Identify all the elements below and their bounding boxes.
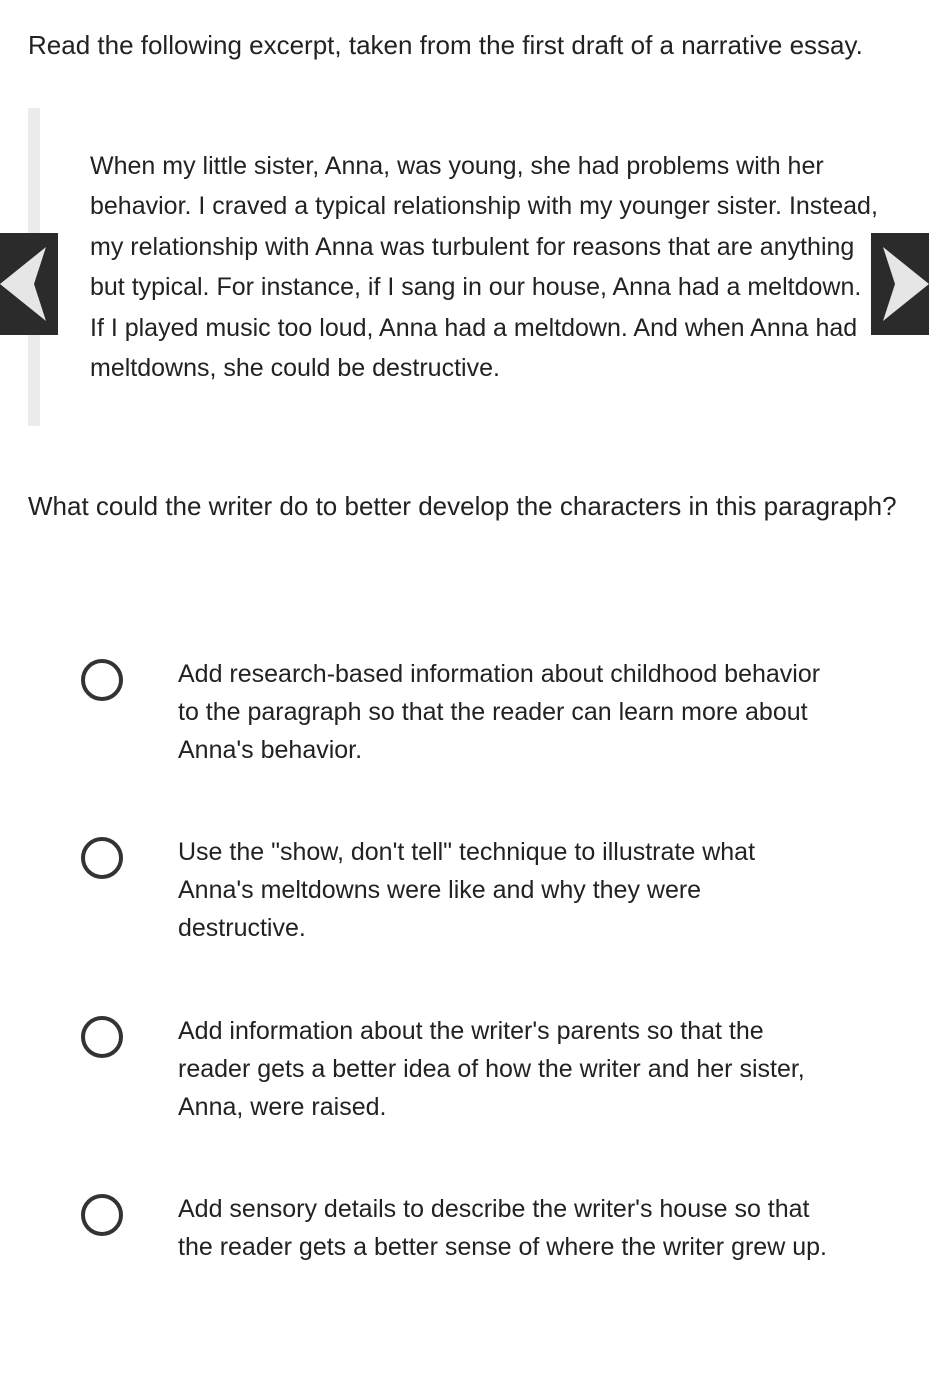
answer-choice-text: Add information about the writer's parents so that the reader gets a better idea of how the writer and her sister, Anna, were raised. bbox=[178, 1017, 805, 1121]
answer-choice-4[interactable] bbox=[78, 1191, 838, 1321]
answer-choice-text: Use the "show, don't tell" technique to illustrate what Anna's meltdowns were like and why they were destructive. bbox=[178, 838, 756, 942]
previous-button[interactable] bbox=[0, 233, 58, 335]
answer-choice-text: Add research-based information about childhood behavior to the paragraph so that the reader can learn more about Anna's behavior. bbox=[178, 660, 821, 764]
left-arrow-icon bbox=[0, 233, 58, 335]
answer-choice-2[interactable] bbox=[78, 834, 838, 964]
radio-circle-icon[interactable] bbox=[81, 1016, 123, 1058]
answer-choice-text: Add sensory details to describe the writer's house so that the reader gets a better sense of where the writer grew up. bbox=[178, 1195, 827, 1261]
radio-circle-icon[interactable] bbox=[81, 837, 123, 879]
instruction-text: Read the following excerpt, taken from the first draft of a narrative essay. bbox=[28, 30, 863, 60]
answer-choice-3[interactable] bbox=[78, 1013, 838, 1143]
question-text: What could the writer do to better develop the characters in this paragraph? bbox=[28, 491, 897, 521]
right-arrow-icon bbox=[871, 233, 929, 335]
answer-choice-1[interactable] bbox=[78, 656, 838, 786]
radio-circle-icon[interactable] bbox=[81, 659, 123, 701]
next-button[interactable] bbox=[871, 233, 929, 335]
excerpt-paragraph: When my little sister, Anna, was young, she had problems with her behavior. I craved a typical relationship with my younger sister. Instead, my relationship with Anna was turbulent for reasons that are anything but typical. For instance, if I sang in our house, Anna had a meltdown. If I played music too loud, Anna had a meltdown. And when Anna had meltdowns, she could be destructive. bbox=[90, 152, 878, 383]
radio-circle-icon[interactable] bbox=[81, 1194, 123, 1236]
